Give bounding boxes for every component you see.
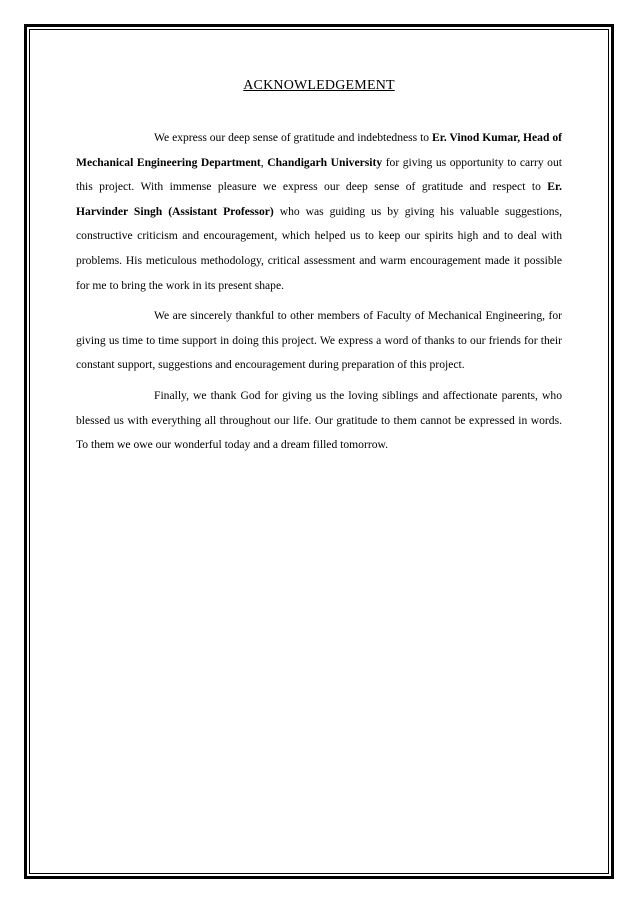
p1-text-4: who was guiding us by giving his valuable suggestions, constructive criticism and encouragement, which helped us to keep our spirits high and to deal with problems. His meticulous methodology, critical assessment and warm encouragement made it possible for me to bring the work in its present shape. [76, 204, 562, 292]
paragraph-3: Finally, we thank God for giving us the loving siblings and affectionate parents, who blessed us with everything all throughout our life. Our gratitude to them cannot be expressed in words. To them we owe our wonderful today and a dream filled tomorrow. [76, 388, 562, 452]
document-body [76, 78, 562, 464]
p1-bold-guide: Er. Harvinder Singh (Assistant Professor) [76, 180, 562, 218]
page-title: ACKNOWLEDGEMENT [243, 78, 395, 93]
paragraph-1 [76, 126, 562, 298]
p1-text-2: , [260, 155, 268, 169]
p1-text-3: for giving us opportunity to carry out this project. With immense pleasure we express our deep sense of gratitude and respect to [76, 155, 562, 194]
p1-text-1: We express our deep sense of gratitude and indebtedness to [154, 131, 433, 144]
paragraph-2: We are sincerely thankful to other members of Faculty of Mechanical Engineering, for giving us time to time support in doing this project. We express a word of thanks to our friends for their constant support, suggestions and encouragement during preparation of this project. [76, 309, 562, 372]
p1-bold-university: Chandigarh University [267, 155, 383, 169]
p1-bold-hod: Er. Vinod Kumar, Head of Mechanical Engineering Department [76, 131, 562, 169]
